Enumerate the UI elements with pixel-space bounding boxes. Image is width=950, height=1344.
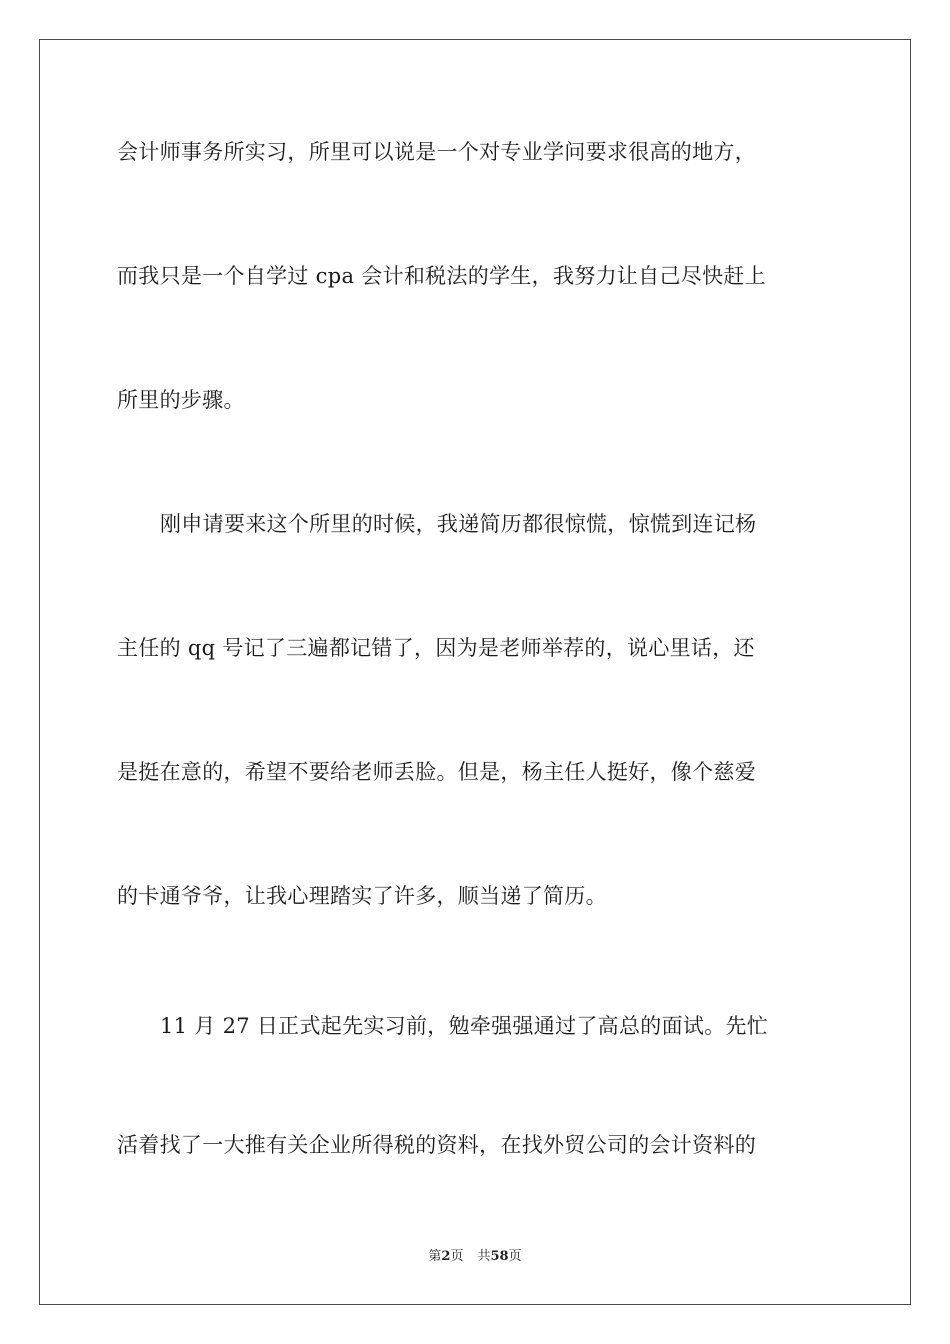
text-line-6: 是挺在意的，希望不要给老师丢脸。但是，杨主任人挺好，像个慈爱 [117,760,756,784]
page-suffix: 页 [450,1249,464,1264]
text-line-8: 11 月 27 日正式起先实习前，勉牵强强通过了高总的面试。先忙 [160,1014,769,1038]
total-prefix: 共 [477,1249,491,1264]
text-line-1: 会计师事务所实习，所里可以说是一个对专业学问要求很高的地方， [117,140,756,164]
page-footer [0,1248,950,1266]
text-line-9: 活着找了一大推有关企业所得税的资料，在找外贸公司的会计资料的 [117,1133,756,1157]
total-suffix: 页 [508,1249,522,1264]
text-line-4: 刚申请要来这个所里的时候，我递简历都很惊慌，惊慌到连记杨 [160,512,757,536]
text-line-5: 主任的 qq 号记了三遍都记错了，因为是老师举荐的，说心里话，还 [117,636,755,660]
text-line-2: 而我只是一个自学过 cpa 会计和税法的学生，我努力让自己尽快赶上 [117,264,766,288]
text-line-3: 所里的步骤。 [117,388,245,412]
text-line-7: 的卡通爷爷，让我心理踏实了许多，顺当递了简历。 [117,884,607,908]
page-current: 2 [441,1249,451,1264]
page-total: 58 [490,1249,509,1264]
page-border [39,39,911,1305]
page-prefix: 第 [428,1249,442,1264]
